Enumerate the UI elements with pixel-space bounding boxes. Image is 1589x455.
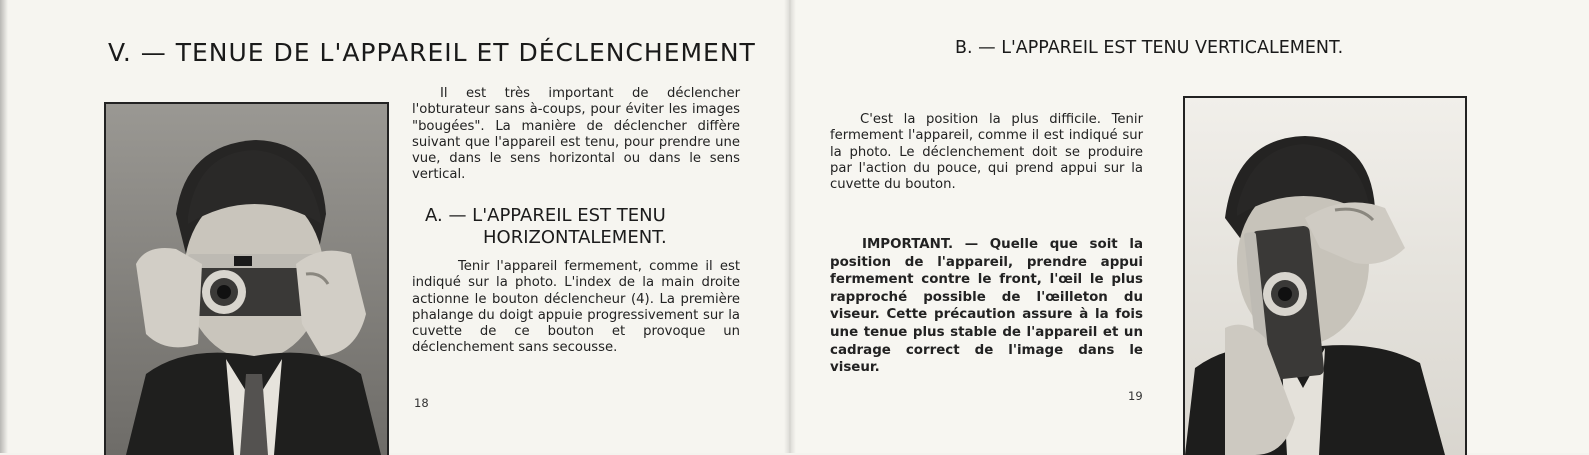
intro-paragraph: Il est très important de déclencher l'obturateur sans à-coups, pour éviter les images "bougées". La manière de déclencher diffère suivant que l'appareil est tenu, pour prendre une vue, dans le sens horizontal ou dans le sens vertical.: [412, 86, 740, 183]
page-number-right: 19: [1128, 389, 1143, 403]
section-a-heading-line1: A. — L'APPAREIL EST TENU: [425, 205, 666, 226]
section-a-paragraph: Tenir l'appareil fermement, comme il est indiqué sur la photo. L'index de la main droite actionne le bouton déclencheur (4). La première phalange du doigt appuie progressivement sur la cuvette de ce bouton et provoque un déclenchement sans secousse.: [412, 259, 740, 356]
chapter-title: V. — TENUE DE L'APPAREIL ET DÉCLENCHEMENT: [108, 38, 756, 67]
section-a-heading: [425, 205, 725, 249]
section-a-heading-line2: HORIZONTALEMENT.: [483, 227, 667, 248]
section-b-paragraph: C'est la position la plus difficile. Tenir fermement l'appareil, comme il est indiqué sur la photo. Le déclenchement doit se produire par l'action du pouce, qui prend appui sur la cuvette du bouton.: [830, 112, 1143, 193]
photo-vertical-hold: [1183, 96, 1467, 455]
photo-vertical-hold-illustration: [1185, 98, 1465, 455]
page-edge-shadow: [0, 0, 8, 453]
important-paragraph: IMPORTANT. — Quelle que soit la position de l'appareil, prendre appui fermement contre le front, l'œil le plus rapproché possible de l'œilleton du viseur. Cette précaution assure à la fois une tenue plus stable de l'appareil et un cadrage correct de l'image dans le viseur.: [830, 237, 1143, 376]
section-b-heading: B. — L'APPAREIL EST TENU VERTICALEMENT.: [955, 38, 1344, 58]
photo-horizontal-hold-illustration: [106, 104, 387, 455]
book-gutter: [784, 0, 796, 453]
page-number-left: 18: [414, 396, 429, 410]
photo-horizontal-hold: [104, 102, 389, 455]
